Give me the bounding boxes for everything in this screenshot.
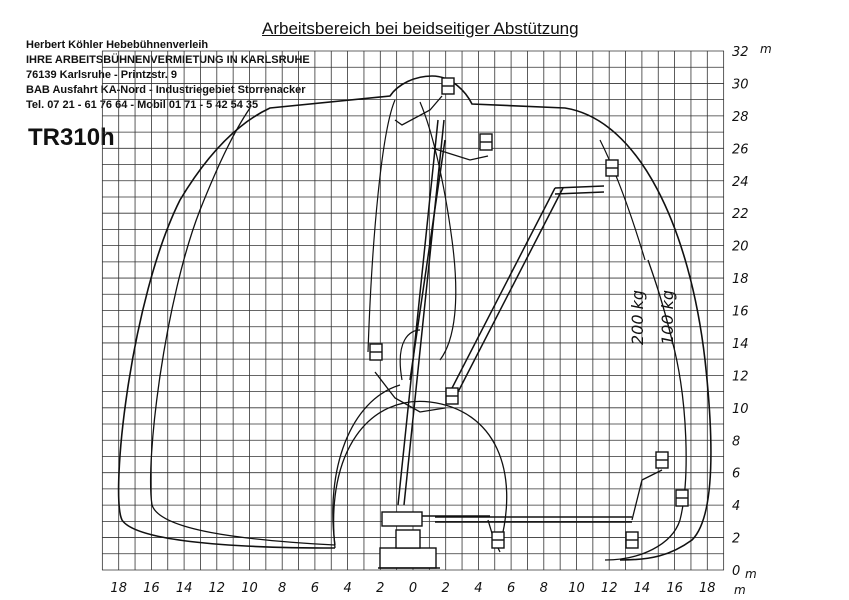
x-axis-unit: m: [734, 583, 746, 597]
x-tick-label: 12: [600, 581, 618, 596]
x-tick-label: 6: [310, 581, 320, 596]
x-tick-label: 6: [506, 581, 516, 596]
y-tick-label: 16: [732, 304, 749, 320]
y-tick-label: 30: [732, 77, 749, 93]
y-axis-unit: m: [760, 42, 772, 56]
model-name: TR310h: [28, 124, 115, 151]
x-tick-label: 14: [633, 581, 651, 596]
basket-icon: [676, 490, 688, 506]
basket-icon: [626, 532, 638, 548]
basket-icon: [480, 134, 492, 150]
x-tick-label: 4: [474, 581, 483, 596]
basket-icon: [492, 532, 504, 548]
load-label-100kg: 100 kg: [658, 289, 677, 345]
y-tick-label: 28: [732, 109, 749, 125]
y-tick-label: 4: [732, 499, 741, 515]
x-tick-label: 4: [343, 581, 352, 596]
y-tick-label: 8: [732, 434, 741, 450]
x-axis-labels: [110, 581, 715, 596]
company-phone: Tel. 07 21 - 61 76 64 - Mobil 01 71 - 5 42 54 35: [26, 99, 259, 111]
y-tick-label: 10: [732, 401, 749, 417]
x-tick-label: 8: [278, 581, 287, 596]
y-tick-label: 26: [732, 142, 749, 158]
x-tick-label: 10: [568, 581, 585, 596]
x-tick-label: 12: [208, 581, 226, 596]
x-tick-label: 14: [175, 581, 193, 596]
main-boom-diagonal: [450, 186, 604, 392]
y-tick-label: 18: [732, 272, 749, 288]
y-tick-label: 12: [732, 369, 749, 385]
x-tick-label: 16: [666, 581, 683, 596]
company-name: Herbert Köhler Hebebühnenverleih: [26, 39, 209, 51]
load-label-200kg: 200 kg: [628, 289, 647, 345]
x-tick-label: 10: [241, 581, 258, 596]
x-tick-label: 2: [376, 581, 385, 596]
x-tick-label: 18: [110, 581, 127, 596]
y-tick-label: 0: [732, 564, 741, 579]
basket-icon: [656, 452, 668, 468]
y-tick-label: 32: [732, 45, 749, 60]
y-axis-labels: [732, 45, 749, 579]
main-boom-vertical: [398, 120, 445, 505]
x-tick-label: 18: [699, 581, 716, 596]
x-tick-label: 16: [143, 581, 160, 596]
diagram-title: Arbeitsbereich bei beidseitiger Abstützung: [262, 19, 579, 38]
y-tick-label: 6: [732, 466, 741, 482]
x-tick-label: 8: [539, 581, 548, 596]
x-tick-label: 2: [441, 581, 450, 596]
basket-icon: [370, 344, 382, 360]
y-tick-label: 22: [732, 207, 749, 223]
basket-icon: [606, 160, 618, 176]
x-tick-label: 0: [408, 581, 418, 596]
y-tick-label: 14: [732, 336, 749, 352]
company-location: BAB Ausfahrt KA-Nord - Industriegebiet Storrenacker: [26, 84, 306, 96]
y-axis-zero-unit: m: [745, 567, 757, 581]
y-tick-label: 20: [732, 239, 749, 255]
basket-icon: [446, 388, 458, 404]
company-address: 76139 Karlsruhe - Printzstr. 9: [26, 69, 178, 81]
y-tick-label: 24: [732, 174, 749, 190]
mid-reach-curve: [368, 100, 456, 380]
vehicle-base: [378, 512, 440, 568]
company-slogan: IHRE ARBEITSBÜHNENVERMIETUNG IN KARLSRUHE: [26, 54, 310, 66]
basket-icon: [442, 78, 454, 94]
y-tick-label: 2: [732, 531, 741, 547]
